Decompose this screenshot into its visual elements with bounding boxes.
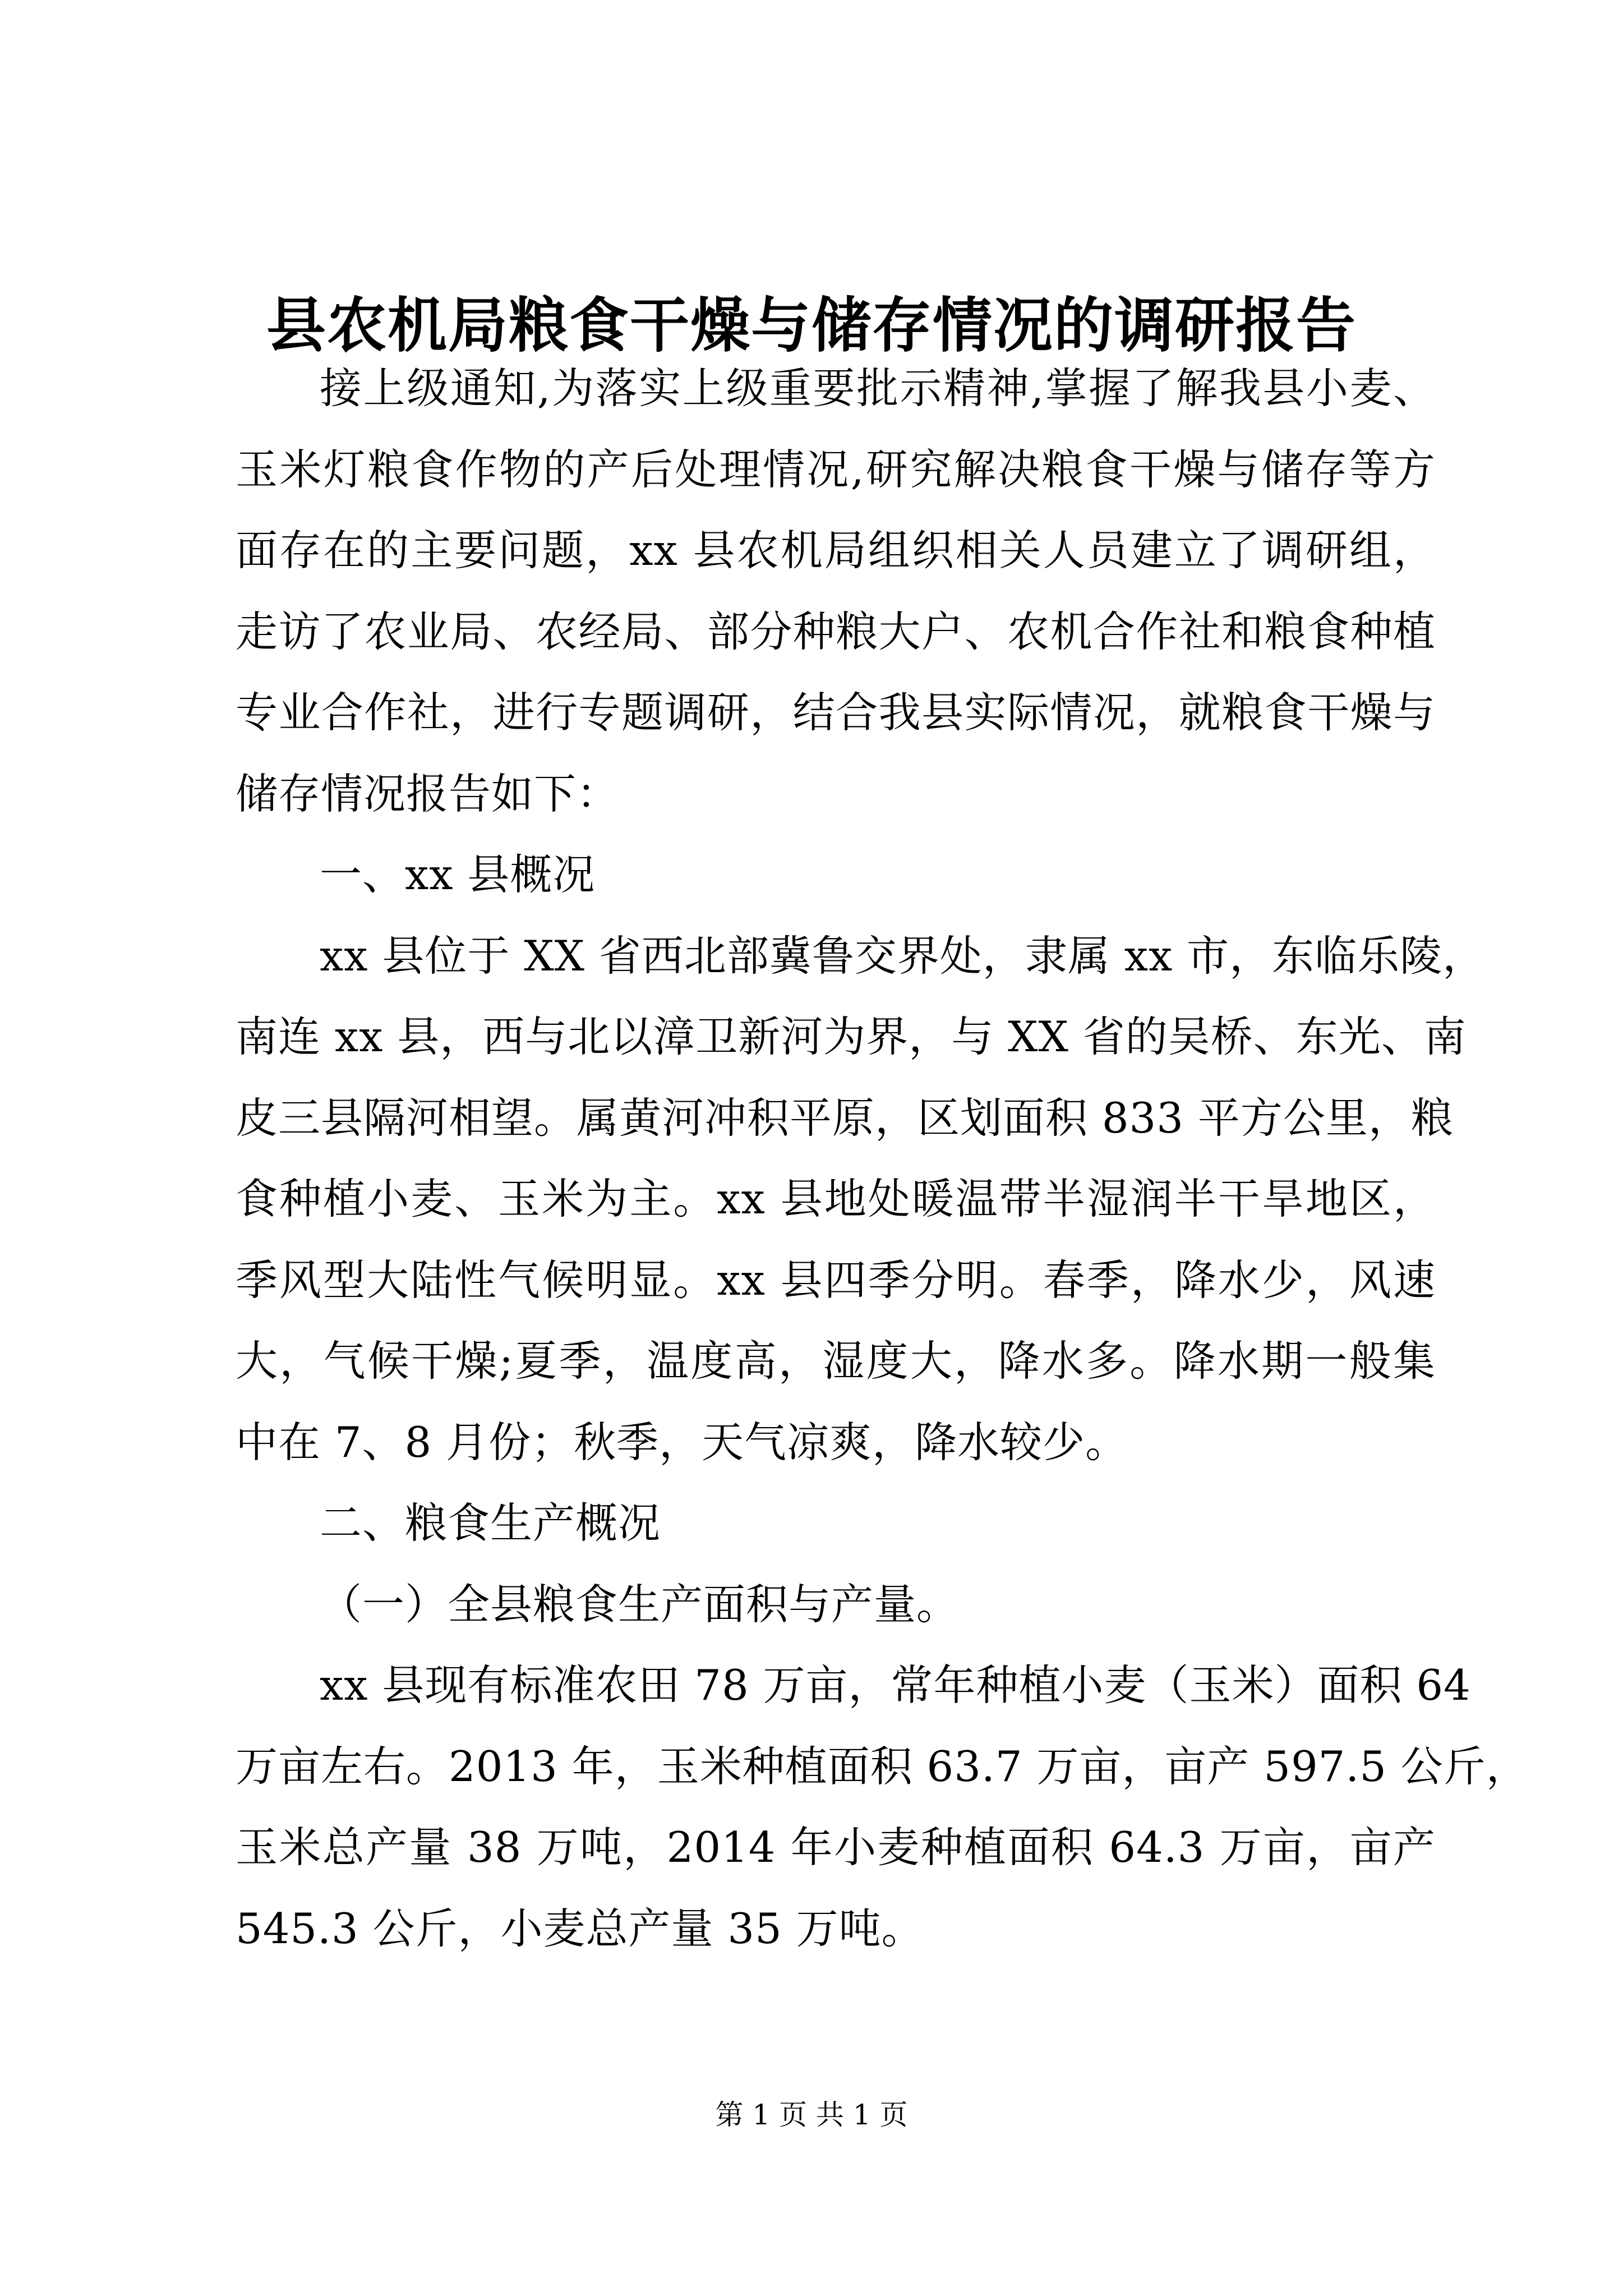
paragraph-line: 食种植小麦、玉米为主。xx 县地处暖温带半湿润半干旱地区，: [236, 1174, 1436, 1223]
subsection-heading: （一）全县粮食生产面积与产量。: [320, 1579, 960, 1629]
paragraph-line: 面存在的主要问题，xx 县农机局组织相关人员建立了调研组，: [236, 526, 1436, 575]
paragraph-line: 皮三县隔河相望。属黄河冲积平原，区划面积 833 平方公里，粮: [236, 1093, 1454, 1143]
paragraph-line: 玉米灯粮食作物的产后处理情况,研究解决粮食干燥与储存等方: [236, 444, 1436, 494]
document-body: [236, 348, 1529, 1969]
section-heading: 二、粮食生产概况: [320, 1498, 661, 1548]
paragraph-line: 季风型大陆性气候明显。xx 县四季分明。春季，降水少，风速: [236, 1255, 1436, 1305]
document-title: 县农机局粮食干燥与储存情况的调研报告: [266, 290, 1357, 360]
paragraph-line: xx 县现有标准农田 78 万亩，常年种植小麦（玉米）面积 64: [320, 1660, 1471, 1710]
paragraph-line: 专业合作社，进行专题调研，结合我县实际情况，就粮食干燥与: [236, 688, 1436, 737]
paragraph-line: 万亩左右。2013 年，玉米种植面积 63.7 万亩，亩产 597.5 公斤，: [236, 1741, 1529, 1791]
paragraph-line: 中在 7、8 月份；秋季，天气凉爽，降水较少。: [236, 1417, 1128, 1467]
paragraph-line: xx 县位于 XX 省西北部冀鲁交界处，隶属 xx 市，东临乐陵，: [320, 931, 1486, 981]
paragraph-line: 南连 xx 县，西与北以漳卫新河为界，与 XX 省的吴桥、东光、南: [236, 1012, 1467, 1061]
page-footer: 第 1 页 共 1 页: [715, 2099, 908, 2131]
paragraph-line: 储存情况报告如下：: [236, 769, 620, 818]
paragraph-line: 玉米总产量 38 万吨，2014 年小麦种植面积 64.3 万亩，亩产: [236, 1823, 1436, 1872]
section-heading: 一、xx 县概况: [320, 850, 596, 899]
paragraph-line: 接上级通知,为落实上级重要批示精神,掌握了解我县小麦、: [320, 364, 1436, 413]
paragraph-line: 545.3 公斤，小麦总产量 35 万吨。: [236, 1903, 924, 1953]
paragraph-line: 大，气候干燥;夏季，温度高，湿度大，降水多。降水期一般集: [236, 1336, 1436, 1386]
paragraph-line: 走访了农业局、农经局、部分种粮大户、农机合作社和粮食种植: [236, 606, 1436, 656]
